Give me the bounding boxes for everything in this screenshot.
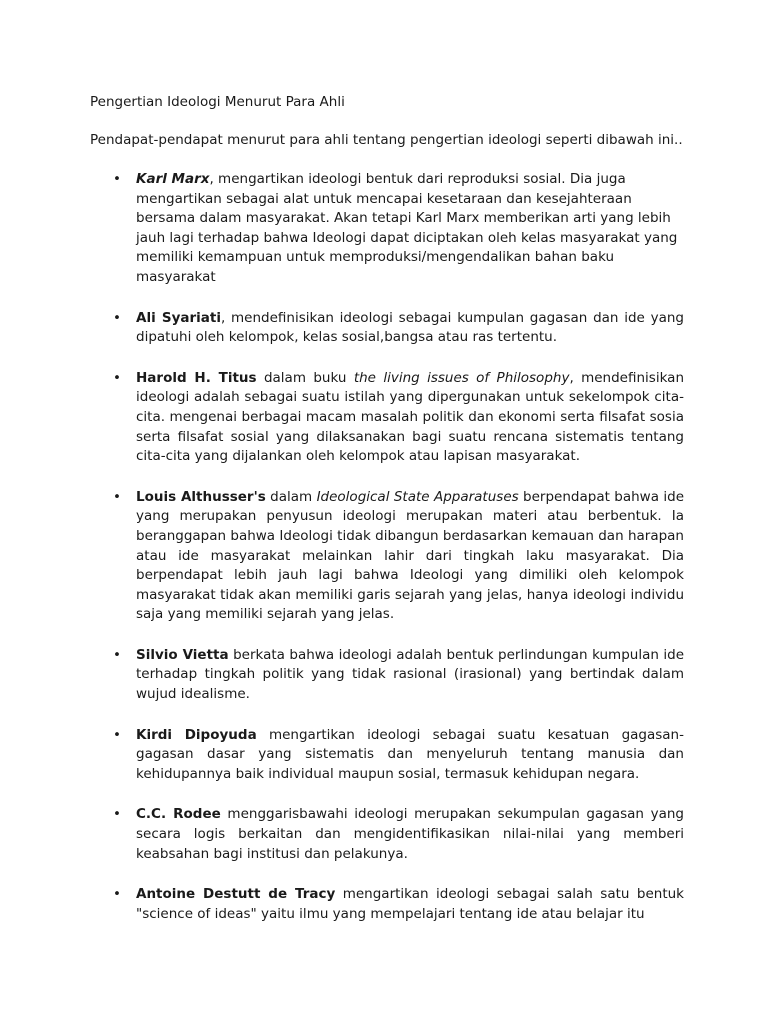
expert-name: Kirdi Dipoyuda: [136, 726, 257, 743]
document-title: Pengertian Ideologi Menurut Para Ahli: [90, 94, 345, 110]
list-item-kirdi-dipoyuda: [90, 726, 684, 785]
expert-name: Antoine Destutt de Tracy: [136, 886, 336, 903]
list-item-karl-marx: [90, 170, 684, 288]
bullet-icon: •: [113, 369, 121, 386]
expert-description: , mengartikan ideologi bentuk dari reproduksi sosial. Dia juga mengartikan sebagai alat untuk mencapai kesetaraan dan kesejahteraan bersama dalam masyarakat. Akan tetapi Karl Marx memberikan arti yang lebih jauh lagi terhadap bahwa Ideologi dapat diciptakan oleh kelas masyarakat yang memiliki kemampuan untuk memproduksi/mengendalikan bahan baku masyarakat: [136, 171, 678, 285]
list-item-text: [136, 309, 684, 348]
list-item-text: [136, 646, 684, 705]
expert-name: Harold H. Titus: [136, 369, 257, 386]
expert-name: Silvio Vietta: [136, 646, 229, 663]
list-item-text: [136, 805, 684, 864]
book-title: Ideological State Apparatuses: [316, 488, 519, 505]
list-item-louis-althusser: [90, 488, 684, 625]
expert-name: Louis Althusser's: [136, 488, 266, 505]
list-item-text: [136, 885, 684, 924]
bullet-icon: •: [113, 726, 121, 743]
list-item-text: [136, 369, 684, 467]
expert-name: C.C. Rodee: [136, 806, 221, 823]
expert-name: Ali Syariati: [136, 309, 221, 326]
list-item-silvio-vietta: [90, 646, 684, 705]
expert-description: berpendapat bahwa ide yang merupakan penyusun ideologi merupakan materi atau berbentuk. Ia beranggapan bahwa Ideologi tidak dibangun berdasarkan kemauan dan harapan atau ide masyarakat melainkan lahir dari tingkah laku masyarakat. Dia berpendapat lebih jauh lagi bahwa Ideologi yang dimiliki oleh kelompok masyarakat tidak akan memiliki garis sejarah yang jelas, hanya ideologi individu saja yang memiliki sejarah yang jelas.: [136, 488, 685, 623]
expert-connector: dalam buku: [256, 369, 354, 386]
book-title: the living issues of Philosophy: [353, 369, 570, 386]
expert-description: berkata bahwa ideologi adalah bentuk perlindungan kumpulan ide terhadap tingkah politik yang tidak rasional (irasional) yang bertindak dalam wujud idealisme.: [136, 646, 685, 703]
list-item-text: [136, 170, 684, 288]
expert-description: mengartikan ideologi sebagai suatu kesatuan gagasan-gagasan dasar yang sistematis dan menyeluruh tentang manusia dan kehidupannya baik individual maupun sosial, termasuk kehidupan negara.: [136, 726, 684, 782]
bullet-icon: •: [113, 886, 121, 903]
bullet-icon: •: [113, 806, 121, 823]
list-item-text: [136, 488, 684, 625]
bullet-icon: •: [113, 488, 121, 505]
list-item-ali-syariati: [90, 309, 684, 348]
expert-description: , mendefinisikan ideologi adalah sebagai suatu istilah yang dipergunakan untuk sekelompok cita-cita. mengenai berbagai macam masalah politik dan ekonomi serta filsafat sosia serta filsafat sosial yang dilaksanakan bagi suatu rencana sistematis tentang cita-cita yang dijalankan oleh kelompok atau lapisan masyarakat.: [136, 369, 684, 465]
list-item-harold-titus: [90, 369, 684, 467]
list-item-destutt-de-tracy: [90, 885, 684, 924]
expert-description: mengartikan ideologi sebagai salah satu bentuk "science of ideas" yaitu ilmu yang mempelajari tentang ide atau belajar itu: [136, 886, 684, 922]
bullet-icon: •: [113, 646, 121, 663]
experts-list: [90, 170, 684, 924]
expert-description: , mendefinisikan ideologi sebagai kumpulan gagasan dan ide yang dipatuhi oleh kelompok, kelas sosial,bangsa atau ras tertentu.: [136, 309, 684, 346]
expert-description: menggarisbawahi ideologi merupakan sekumpulan gagasan yang secara logis berkaitan dan mengidentifikasikan nilai-nilai yang memberi keabsahan bagi institusi dan pelakunya.: [136, 806, 684, 862]
list-item-text: [136, 726, 684, 785]
list-item-cc-rodee: [90, 805, 684, 864]
expert-connector: dalam: [265, 488, 317, 505]
expert-name: Karl Marx: [136, 171, 210, 187]
bullet-icon: •: [113, 171, 121, 187]
bullet-icon: •: [113, 309, 121, 326]
intro-paragraph: Pendapat-pendapat menurut para ahli tentang pengertian ideologi seperti dibawah ini..: [90, 132, 683, 148]
